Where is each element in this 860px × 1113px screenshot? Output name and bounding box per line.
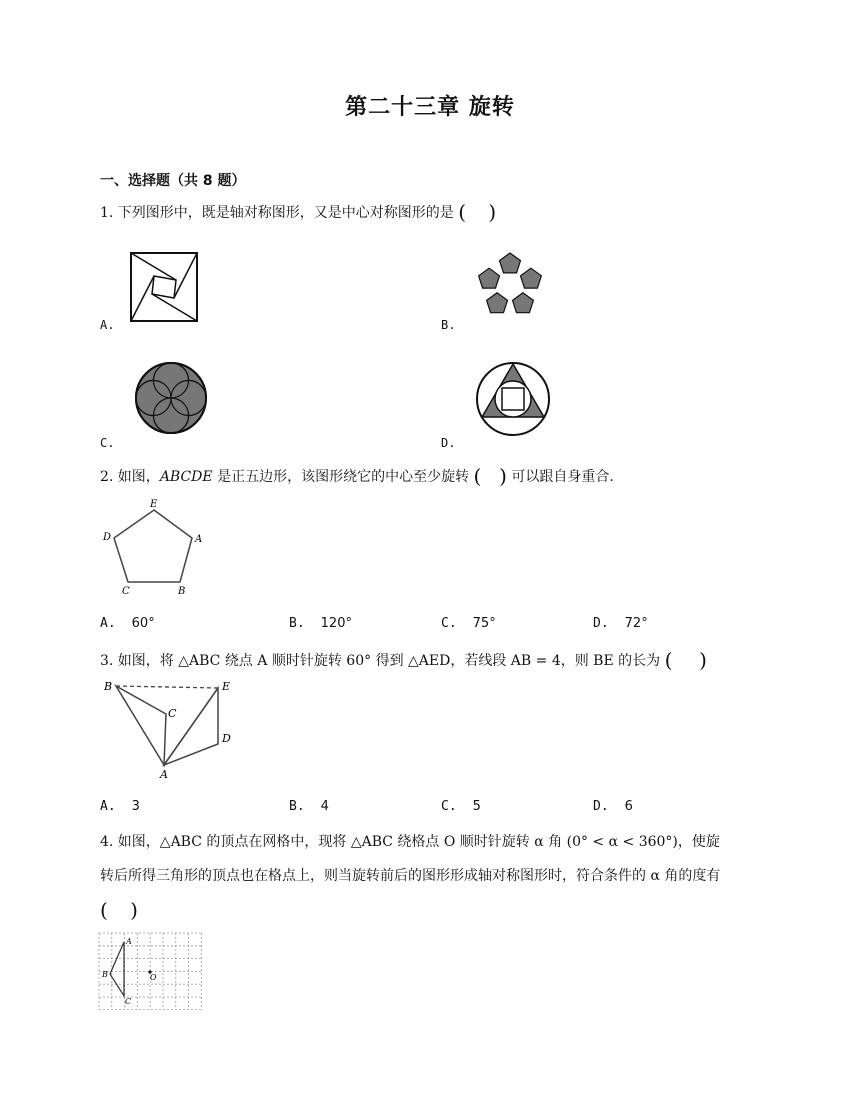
answer-paren-open: ( [458,200,467,224]
answer-paren-close: ) [488,200,497,224]
answer-paren-close: ) [699,648,707,672]
q2-option-c: C. 75° [441,616,496,631]
vertex-label-e: E [222,680,231,693]
q3-option-a: A. 3 [100,799,140,814]
q1-option-c-label: C. [100,436,115,450]
point-label-o: O [150,973,157,982]
q1-figure-c [133,360,209,436]
vertex-label-a: A [195,534,203,545]
question-2-post: 是正五边形，该图形绕它的中心至少旋转 [212,469,470,485]
vertex-label-d: D [222,732,231,745]
vertex-label-c: C [122,586,130,597]
vertex-label-b: B [178,586,186,597]
question-2 [100,466,614,487]
answer-paren-close: ) [130,898,138,922]
section-heading: 一、选择题（共 8 题） [100,173,246,189]
vertex-label-c: C [168,707,177,720]
vertex-label-b: B [104,680,113,693]
answer-paren-open: ( [664,648,673,672]
question-1-text: 1. 下列图形中，既是轴对称图形，又是中心对称图形的是 [100,205,454,221]
question-2-math: ABCDE [159,469,213,485]
question-4-line-2: 转后所得三角形的顶点也在格点上，则当旋转前后的图形形成轴对称图形时，符合条件的 α 角的度有 [100,868,721,884]
question-2-tail: 可以跟自身重合. [506,469,614,485]
q1-option-d-label: D. [441,436,456,450]
q2-option-d: D. 72° [593,616,648,631]
vertex-label-c: C [125,997,132,1006]
vertex-label-b: B [102,970,108,979]
q1-option-a-label: A. [100,318,115,332]
q2-pentagon-figure [100,496,210,600]
vertex-label-e: E [150,499,158,510]
pentagon-shape [479,268,500,288]
pentagon-shape [500,253,521,273]
pentagon-shape [487,293,508,313]
question-4-line-1: 4. 如图，△ABC 的顶点在网格中，现将 △ABC 绕格点 O 顺时针旋转 α 角 (0° < α < 360°)，使旋 [100,834,720,850]
q1-option-b-label: B. [441,318,456,332]
q4-grid-figure [98,932,204,1010]
question-2-pre: 2. 如图， [100,469,160,485]
answer-paren-open: ( [473,464,482,488]
pentagon-shape [513,293,534,313]
q3-option-c: C. 5 [441,799,481,814]
vertex-label-d: D [103,532,112,543]
q2-option-b: B. 120° [289,616,352,631]
pentagon-shape [521,268,542,288]
question-1 [100,202,496,223]
question-3-text: 3. 如图，将 △ABC 绕点 A 顺时针旋转 60° 得到 △AED，若线段 AB = 4，则 BE 的长为 [100,653,661,669]
vertex-label-a: A [160,768,168,781]
q2-option-a: A. 60° [100,616,155,631]
vertex-label-a: A [126,937,132,946]
question-4-line-3 [100,900,138,921]
q1-figure-b [470,248,550,322]
answer-paren-close: ) [499,464,507,488]
q3-option-b: B. 4 [289,799,329,814]
q3-option-d: D. 6 [593,799,633,814]
question-3 [100,650,707,671]
q1-figure-d [474,360,552,438]
q1-figure-a [128,250,200,324]
answer-paren-open: ( [100,898,108,922]
q3-triangle-figure [100,678,240,782]
page-title: 第二十三章 旋转 [345,95,515,120]
